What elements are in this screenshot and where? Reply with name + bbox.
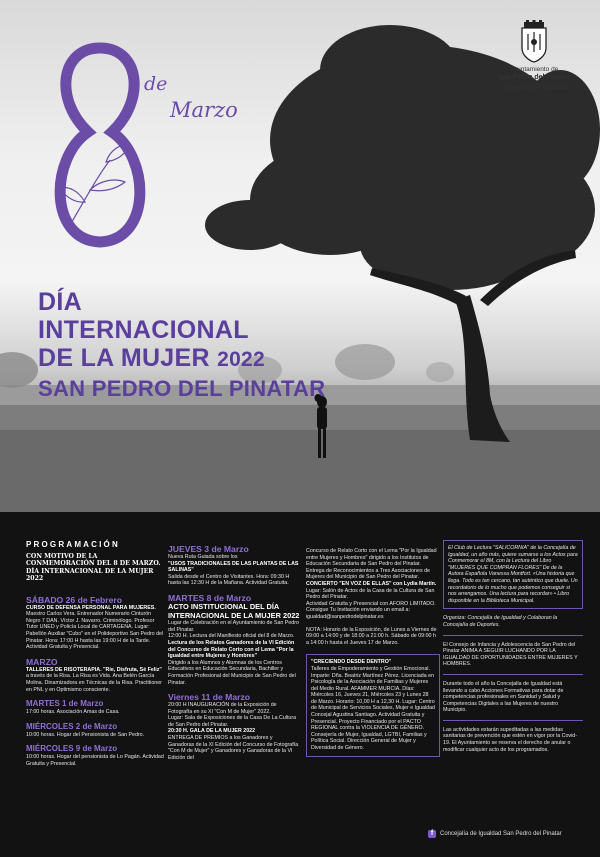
program-column-4 <box>443 540 583 753</box>
workshop-title: "CRECIENDO DESDE DENTRO" <box>311 659 392 666</box>
reading-club-text: El Club de Lectura "SALICORNIA" de la Concejalía de Igualdad, un año más, quiere sumarse a los Actos para Conmemorar el 8M, con la Lectura del Libro "MUJERES QUE COMPRAN FLORES" De de la Autora Española Vanessa Montfort. «Una historia que llega. Todo es tan cercano, tan auténtico que duele. Un recordatorio de lo mucho que podemos conseguir si nos arrengamos. Una lectura para recordar» • Libro disponible en la Biblioteca Municipal. <box>448 545 578 604</box>
logo-line-1: Ayuntamiento de <box>509 66 559 73</box>
number-eight-graphic <box>40 40 160 250</box>
event-text: 10:00 horas. Hogar del pensionista de Lo Pagán. Actividad Gratuita y Presencial. <box>26 754 164 767</box>
title-line-3 <box>38 344 325 374</box>
ayuntamiento-logo <box>490 20 578 92</box>
date-heading: SÁBADO 26 de Febrero <box>26 594 122 605</box>
event-text: Concurso de Relato Corto con el Lema "Por la Igualdad entre Mujeres y Hombres" dirigido a los Institutos de Educación Secundaria de San Pedro del Pinatar. <box>306 548 437 568</box>
event-text: Lugar de Celebración en el Ayuntamiento de San Pedro del Pinatar. <box>168 620 299 633</box>
workshop-text: Talleres de Empoderamiento y Gestión Emocional. Imparte: Dña. Beatriz Martínez Pérez. Licenciada en Psicología de la Asociación de Familias y Mujeres del Medio Rural. AFAMMER MURCIA. Días: Miércoles 16, Jueves 21, Miércoles 23 y Lunes 28 de Marzo. Horario: 10,00 H a 12,30 H. Lugar: Centro de Municipal de Servicios Sociales, Mujer e Igualdad Concejal Agustina Santiago. Actividad Gratuita y Presencial. Proyecto Financiado por el PACTO REGIONAL contra la VIOLENCIA DE GÉNERO. Consejería de Mujer, Igualdad, LGTBI, Familias y Política Social. Dirección General de Mujer y Diversidad de Género. <box>311 665 435 752</box>
date-heading: MIÉRCOLES 2 de Marzo <box>26 721 118 731</box>
info-text: Durante todo el año la Concejalía de Igualdad está llevando a cabo Acciones Formativas para dotar de competencias profesionales en Sanidad y Salud y Competencias Digitales a las Mujeres de nuestro Municipio. <box>443 680 564 714</box>
date-heading: MIÉRCOLES 9 de Marzo <box>26 744 118 754</box>
event-text: Actividad Gratuita y Presencial con AFORO LIMITADO. Consigue Tu Invitación enviando un email a: igualdad@sanpedrodelpinatar.es <box>306 600 436 620</box>
event-title: ACTO INSTITUCIONAL DEL DÍA INTERNACIONAL DE LA MUJER 2022 <box>168 601 300 620</box>
date-heading: Viernes 11 de Marzo <box>168 692 251 703</box>
event-title: "USOS TRADICIONALES DE LAS PLANTAS DE LAS SALINAS" <box>168 560 299 574</box>
facebook-label: Concejalía de Igualdad San Pedro del Pinatar <box>440 830 562 837</box>
event-text: 20:00 H INAUGURACIÓN de la Exposición de Fotografía en su XI "Con M de Mujer" 2022. <box>168 702 277 715</box>
title-line-2: INTERNACIONAL <box>38 316 249 344</box>
reading-club-box <box>443 540 583 609</box>
event-text: ENTREGA DE PREMIOS a los Ganadores y Ganadoras de la XI Edición del Concurso de Fotografía "Con M de Mujer" y Ganadores y Ganadoras de la VI Edición del <box>168 735 299 761</box>
info-text: El Consejo de Infancia y Adolescencia de San Pedro del Pinatar ANIMA A SEGUIR LUCHANDO POR LA IGUALDAD DE OPORTUNIDADES ENTRE MUJERES Y HOMBRES. <box>443 641 578 668</box>
de-label: de <box>144 73 168 95</box>
event-text: a través de la Risa. La Risa es Vida. Ana Belén García Molina. Dinamizadora en Técnicas de la Risa. Practitioner en PNL y en Optimismo consciente. <box>26 673 162 693</box>
de-marzo-script <box>144 74 238 120</box>
program-section <box>0 512 600 857</box>
event-title <box>38 288 325 402</box>
program-heading: PROGRAMACIÓN <box>26 540 120 549</box>
event-text: Lugar: Sala de Exposiciones de la Casa De La Cultura de San Pedro del Pinatar. <box>168 715 297 728</box>
title-line-1: DÍA <box>38 288 82 316</box>
program-column-2 <box>168 544 300 761</box>
facebook-icon: f <box>428 830 436 838</box>
facebook-link[interactable] <box>428 830 562 838</box>
event-text: Maestro Carlos Vera. Entrenador Numerario Cinturón Negro 7 DAN. Víctor J. Navarro. Criminólogo. Profesor Tutor UNED y Policía Local de CARTAGENA. Lugar: Pabellón Auxiliar "Cubo" en el Polideportivo San Pedro del Pinatar. Hora: 17:00 H hasta las 19:00 H de la Tarde. Actividad Gratuita y Presencial. <box>26 611 164 651</box>
event-title: TALLERES DE RISOTERAPIA. "Ríe, Disfruta, Sé Feliz" <box>26 666 162 673</box>
title-line-4: SAN PEDRO DEL PINATAR <box>38 376 326 401</box>
program-subheading: CON MOTIVO DE LA CONMEMORACIÓN DEL 8 DE MARZO. DÍA INTERNACIONAL DE LA MUJER 2022 <box>26 552 161 583</box>
exhibition-note: NOTA: Horario de la Exposición, de Lunes a Viernes de 09:00 a 14:00 y de 18:00 a 21:00 h. Sábado de 09:00 h a 14:00 h hasta el Jueves 17 de Marzo. <box>306 626 437 646</box>
date-heading: MARTES 1 de Marzo <box>26 699 104 709</box>
event-text: Dirigido a los Alumnos y Alumnas de los Centros Educativos en Educación Secundaria, Bachiller y Formación Profesional del Municipio de San Pedro del Pinatar. <box>168 659 296 686</box>
program-column-1 <box>26 542 164 768</box>
coat-of-arms-icon <box>516 20 552 64</box>
event-title: 20:30 H. GALA DE LA MUJER 2022 <box>168 728 256 735</box>
program-column-3 <box>306 548 440 757</box>
divider <box>443 635 583 636</box>
event-text: 10:00 horas. Hogar del Pensionista de San Pedro. <box>26 731 145 738</box>
workshop-box <box>306 654 440 756</box>
event-text: 12:00 H. Lectura del Manifiesto oficial del 8 de Marzo. <box>168 633 295 640</box>
date-heading: JUEVES 3 de Marzo <box>168 544 249 554</box>
marzo-label: Marzo <box>170 98 238 122</box>
event-title: CURSO DE DEFENSA PERSONAL PARA MUJERES. <box>26 604 156 611</box>
title-year: 2022 <box>217 348 266 371</box>
date-heading: MARTES 8 de Marzo <box>168 592 252 603</box>
info-text: Las actividades estarán supeditadas a las medidas sanitarias de prevención que estén en vigor por la Covid-19. El Ayuntamiento se reserva el derecho de anular o modificar cualquier acto de los programados. <box>443 726 577 753</box>
event-text: Nueva Ruta Guiada sobre los <box>168 554 238 560</box>
divider <box>443 674 583 675</box>
logo-line-3: Concejalía de Igualdad <box>500 84 568 91</box>
organizer-text: Organiza: Concejalía de Igualdad y Colaboran la Concejalía de Deportes. <box>443 615 558 628</box>
event-text: Lectura de los Relatos Ganadores de la VI Edición del Concurso de Relato Corto con el Lema "Por la Igualdad entre Mujeres y Hombres" <box>168 639 295 660</box>
event-text: 17:00 horas. Asociación Amas de Casa. <box>26 709 120 716</box>
event-title: CONCIERTO "EN VOZ DE ELLAS" con Lydia Martín. <box>306 580 437 587</box>
title-mujer: DE LA MUJER <box>38 344 210 372</box>
event-text: Entrega de Reconocimientos a Tres Asociaciones de Mujeres del Municipio de San Pedro del Pinatar. <box>306 567 430 581</box>
divider <box>443 720 583 721</box>
event-text: Salida desde el Centro de Visitantes. Hora: 09:30 H hasta las 12:30 H de la Mañana. Actividad Gratuita. <box>168 573 290 587</box>
logo-line-2: San Pedro del Pinatar <box>497 74 571 81</box>
date-heading: MARZO <box>26 656 58 667</box>
event-text: Lugar: Salón de Actos de la Casa de la Cultura de San Pedro del Pinatar. <box>306 587 435 601</box>
